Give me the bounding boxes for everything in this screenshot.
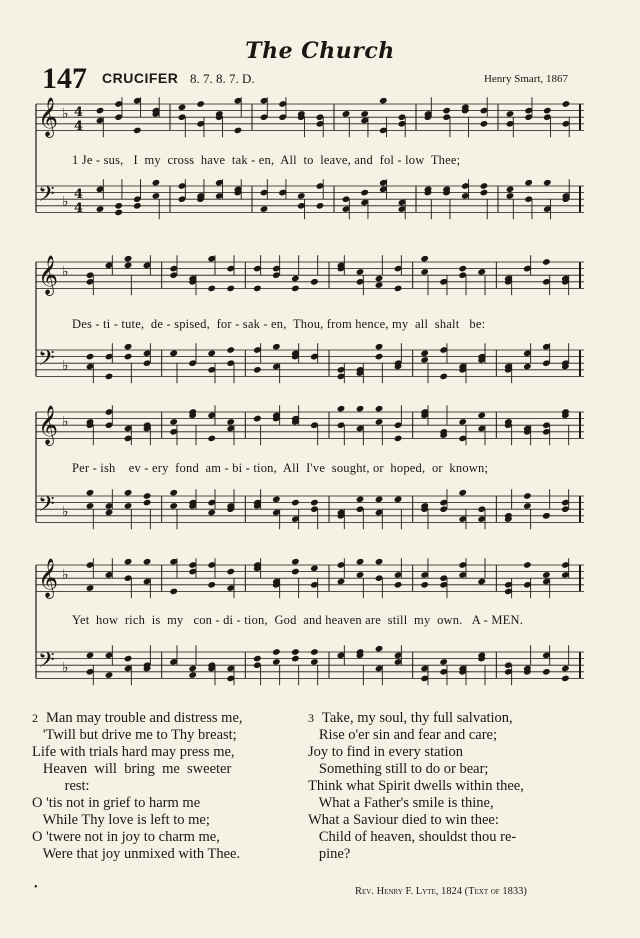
verse-number: 2 (32, 711, 38, 725)
note-head-icon (310, 565, 319, 573)
note-head-icon (152, 179, 161, 187)
footer-mark: • (34, 882, 38, 893)
note-head-icon (114, 202, 123, 210)
note-head-icon (96, 205, 105, 213)
bass-clef-icon: 𝄢 (38, 492, 55, 522)
note-head-icon (375, 281, 384, 289)
bass-clef-icon: 𝄢 (38, 648, 55, 678)
note-head-icon (375, 418, 384, 426)
note-head-icon (543, 107, 552, 115)
note-head-icon (561, 665, 570, 673)
tune-name: CRUCIFER (102, 70, 179, 86)
verse-3 (308, 710, 598, 863)
note-head-icon (124, 255, 133, 263)
note-head-icon (169, 418, 178, 426)
note-head-icon (375, 343, 384, 351)
note-head-icon (394, 435, 403, 443)
note-head-icon (124, 489, 133, 497)
note-head-icon (480, 120, 489, 128)
time-signature-icon: 4 (74, 187, 84, 202)
note-head-icon (360, 189, 369, 197)
note-head-icon (124, 343, 133, 351)
note-head-icon (86, 489, 95, 497)
flat-sign-icon: ♭ (62, 358, 69, 374)
note-head-icon (477, 268, 486, 276)
note-head-icon (188, 671, 197, 679)
note-head-icon (234, 127, 243, 135)
verse-line: Man may trouble and distress me, (46, 710, 243, 726)
note-head-icon (394, 581, 403, 589)
note-head-icon (143, 492, 152, 500)
note-head-icon (542, 571, 551, 579)
author-credit: Rev. Henry F. Lyte, 1824 (Text of 1833) (355, 886, 527, 897)
treble-clef-icon: 𝄞 (38, 255, 59, 295)
note-head-icon (506, 192, 515, 200)
note-head-icon (360, 110, 369, 118)
verse-line: While Thy love is left to me; (32, 812, 210, 828)
note-head-icon (272, 648, 281, 656)
note-head-icon (196, 100, 205, 108)
note-head-icon (458, 418, 467, 426)
note-head-icon (356, 558, 365, 566)
note-head-icon (86, 584, 95, 592)
flat-sign-icon: ♭ (62, 504, 69, 520)
treble-clef-icon: 𝄞 (38, 405, 59, 445)
note-head-icon (291, 275, 300, 283)
note-head-icon (375, 496, 384, 504)
note-head-icon (316, 202, 325, 210)
note-head-icon (124, 502, 133, 510)
verse-line: Think what Spirit dwells within thee, (308, 778, 524, 794)
note-head-icon (226, 346, 235, 354)
note-head-icon (124, 353, 133, 361)
note-head-icon (458, 489, 467, 497)
bass-clef-icon: 𝄢 (38, 346, 55, 376)
note-head-icon (394, 496, 403, 504)
note-head-icon (310, 499, 319, 507)
verse-line: rest: (32, 778, 90, 794)
note-head-icon (207, 509, 216, 517)
treble-clef-icon: 𝄞 (38, 97, 59, 137)
note-head-icon (169, 588, 178, 596)
note-head-icon (105, 373, 114, 381)
lyric-line-4: Yet how rich is my con - di - tion, God and heaven are still my own. A - MEN. (72, 613, 524, 627)
note-head-icon (178, 104, 187, 112)
note-head-icon (133, 127, 142, 135)
note-head-icon (253, 415, 262, 423)
verse-line: pine? (308, 846, 351, 862)
note-head-icon (420, 268, 429, 276)
lyric-line-1: 1 Je - sus, I my cross have tak - en, All to leave, and fol - low Thee; (72, 153, 461, 167)
note-head-icon (226, 285, 235, 293)
note-head-icon (542, 258, 551, 266)
note-head-icon (523, 561, 532, 569)
note-head-icon (260, 205, 269, 213)
treble-clef-icon: 𝄞 (38, 558, 59, 598)
bass-clef-icon: 𝄢 (38, 182, 55, 212)
flat-sign-icon: ♭ (62, 414, 69, 430)
note-head-icon (356, 405, 365, 413)
note-head-icon (169, 502, 178, 510)
note-head-icon (124, 655, 133, 663)
verse-line: Something still to do or bear; (308, 761, 489, 777)
note-head-icon (506, 110, 515, 118)
note-head-icon (96, 107, 105, 115)
score-layer (36, 97, 584, 685)
note-head-icon (152, 192, 161, 200)
note-head-icon (420, 255, 429, 263)
lyric-line-3: Per - ish ev - ery fond am - bi - tion, All I've sought, or hoped, or known; (72, 461, 489, 475)
note-head-icon (86, 652, 95, 660)
note-head-icon (442, 107, 451, 115)
verse-line: Rise o'er sin and fear and care; (308, 727, 498, 743)
flat-sign-icon: ♭ (62, 567, 69, 583)
meter: 8. 7. 8. 7. D. (190, 71, 255, 86)
note-head-icon (420, 581, 429, 589)
note-head-icon (523, 492, 532, 500)
flat-sign-icon: ♭ (62, 264, 69, 280)
verse-line: Heaven will bring me sweeter (32, 761, 232, 777)
note-head-icon (207, 581, 216, 589)
note-head-icon (310, 648, 319, 656)
note-head-icon (342, 110, 351, 118)
verse-line: Child of heaven, shouldst thou re- (308, 829, 517, 845)
note-head-icon (337, 405, 346, 413)
verse-number: 3 (308, 711, 314, 725)
note-head-icon (310, 658, 319, 666)
note-head-icon (272, 343, 281, 351)
verse-2 (32, 710, 312, 863)
note-head-icon (291, 648, 300, 656)
time-signature-icon: 4 (74, 105, 84, 120)
note-head-icon (226, 418, 235, 426)
note-head-icon (543, 179, 552, 187)
flat-sign-icon: ♭ (62, 660, 69, 676)
note-head-icon (253, 655, 262, 663)
note-head-icon (310, 278, 319, 286)
verse-line: Were that joy unmixed with Thee. (32, 846, 241, 862)
verse-line: Life with trials hard may press me, (32, 744, 235, 760)
note-head-icon (480, 182, 489, 190)
note-head-icon (86, 502, 95, 510)
note-head-icon (253, 366, 262, 374)
verse-line: Take, my soul, thy full salvation, (322, 710, 513, 726)
note-head-icon (542, 668, 551, 676)
composer-credit: Henry Smart, 1867 (483, 73, 568, 85)
note-head-icon (394, 285, 403, 293)
note-head-icon (439, 658, 448, 666)
note-head-icon (458, 265, 467, 273)
note-head-icon (379, 97, 388, 105)
note-head-icon (356, 496, 365, 504)
verse-line: What a Saviour died to win thee: (308, 812, 499, 828)
note-head-icon (439, 373, 448, 381)
note-head-icon (477, 578, 486, 586)
note-head-icon (375, 558, 384, 566)
note-head-icon (86, 353, 95, 361)
note-head-icon (356, 571, 365, 579)
note-head-icon (297, 192, 306, 200)
verse-line: 'Twill but drive me to Thy breast; (32, 727, 237, 743)
note-head-icon (169, 350, 178, 358)
lyric-line-2: Des - ti - tute, de - spised, for - sak - en, Thou, from hence, my all shalt be: (72, 317, 486, 331)
note-head-icon (524, 179, 533, 187)
note-head-icon (143, 558, 152, 566)
note-head-icon (375, 405, 384, 413)
note-head-icon (105, 509, 114, 517)
note-head-icon (561, 675, 570, 683)
note-head-icon (272, 658, 281, 666)
note-head-icon (356, 268, 365, 276)
note-head-icon (562, 100, 571, 108)
note-head-icon (375, 275, 384, 283)
note-head-icon (291, 655, 300, 663)
time-signature-icon: 4 (74, 119, 84, 134)
note-head-icon (207, 285, 216, 293)
note-head-icon (480, 189, 489, 197)
note-head-icon (506, 186, 515, 194)
note-head-icon (169, 489, 178, 497)
note-head-icon (420, 350, 429, 358)
verse-line: O 'tis not in grief to harm me (32, 795, 201, 811)
note-head-icon (523, 363, 532, 371)
note-head-icon (291, 499, 300, 507)
flat-sign-icon: ♭ (62, 106, 69, 122)
note-head-icon (375, 353, 384, 361)
note-head-icon (253, 285, 262, 293)
note-head-icon (272, 496, 281, 504)
note-head-icon (114, 209, 123, 217)
note-head-icon (207, 350, 216, 358)
note-head-icon (337, 578, 346, 586)
verse-line: O 'twere not in joy to charm me, (32, 829, 220, 845)
note-head-icon (542, 512, 551, 520)
verse-line: Joy to find in every station (308, 744, 464, 760)
note-head-icon (375, 645, 384, 653)
hymn-number: 147 (42, 62, 87, 95)
verse-line: What a Father's smile is thine, (308, 795, 494, 811)
note-head-icon (133, 202, 142, 210)
page-title: The Church (245, 38, 395, 64)
note-head-icon (291, 568, 300, 576)
note-head-icon (420, 356, 429, 364)
note-head-icon (143, 499, 152, 507)
note-head-icon (207, 435, 216, 443)
note-head-icon (477, 412, 486, 420)
flat-sign-icon: ♭ (62, 194, 69, 210)
note-head-icon (124, 262, 133, 270)
note-head-icon (188, 665, 197, 673)
note-head-icon (226, 568, 235, 576)
time-signature-icon: 4 (74, 201, 84, 216)
note-head-icon (124, 558, 133, 566)
note-head-icon (291, 558, 300, 566)
note-head-icon (291, 285, 300, 293)
note-head-icon (105, 671, 114, 679)
note-head-icon (523, 502, 532, 510)
